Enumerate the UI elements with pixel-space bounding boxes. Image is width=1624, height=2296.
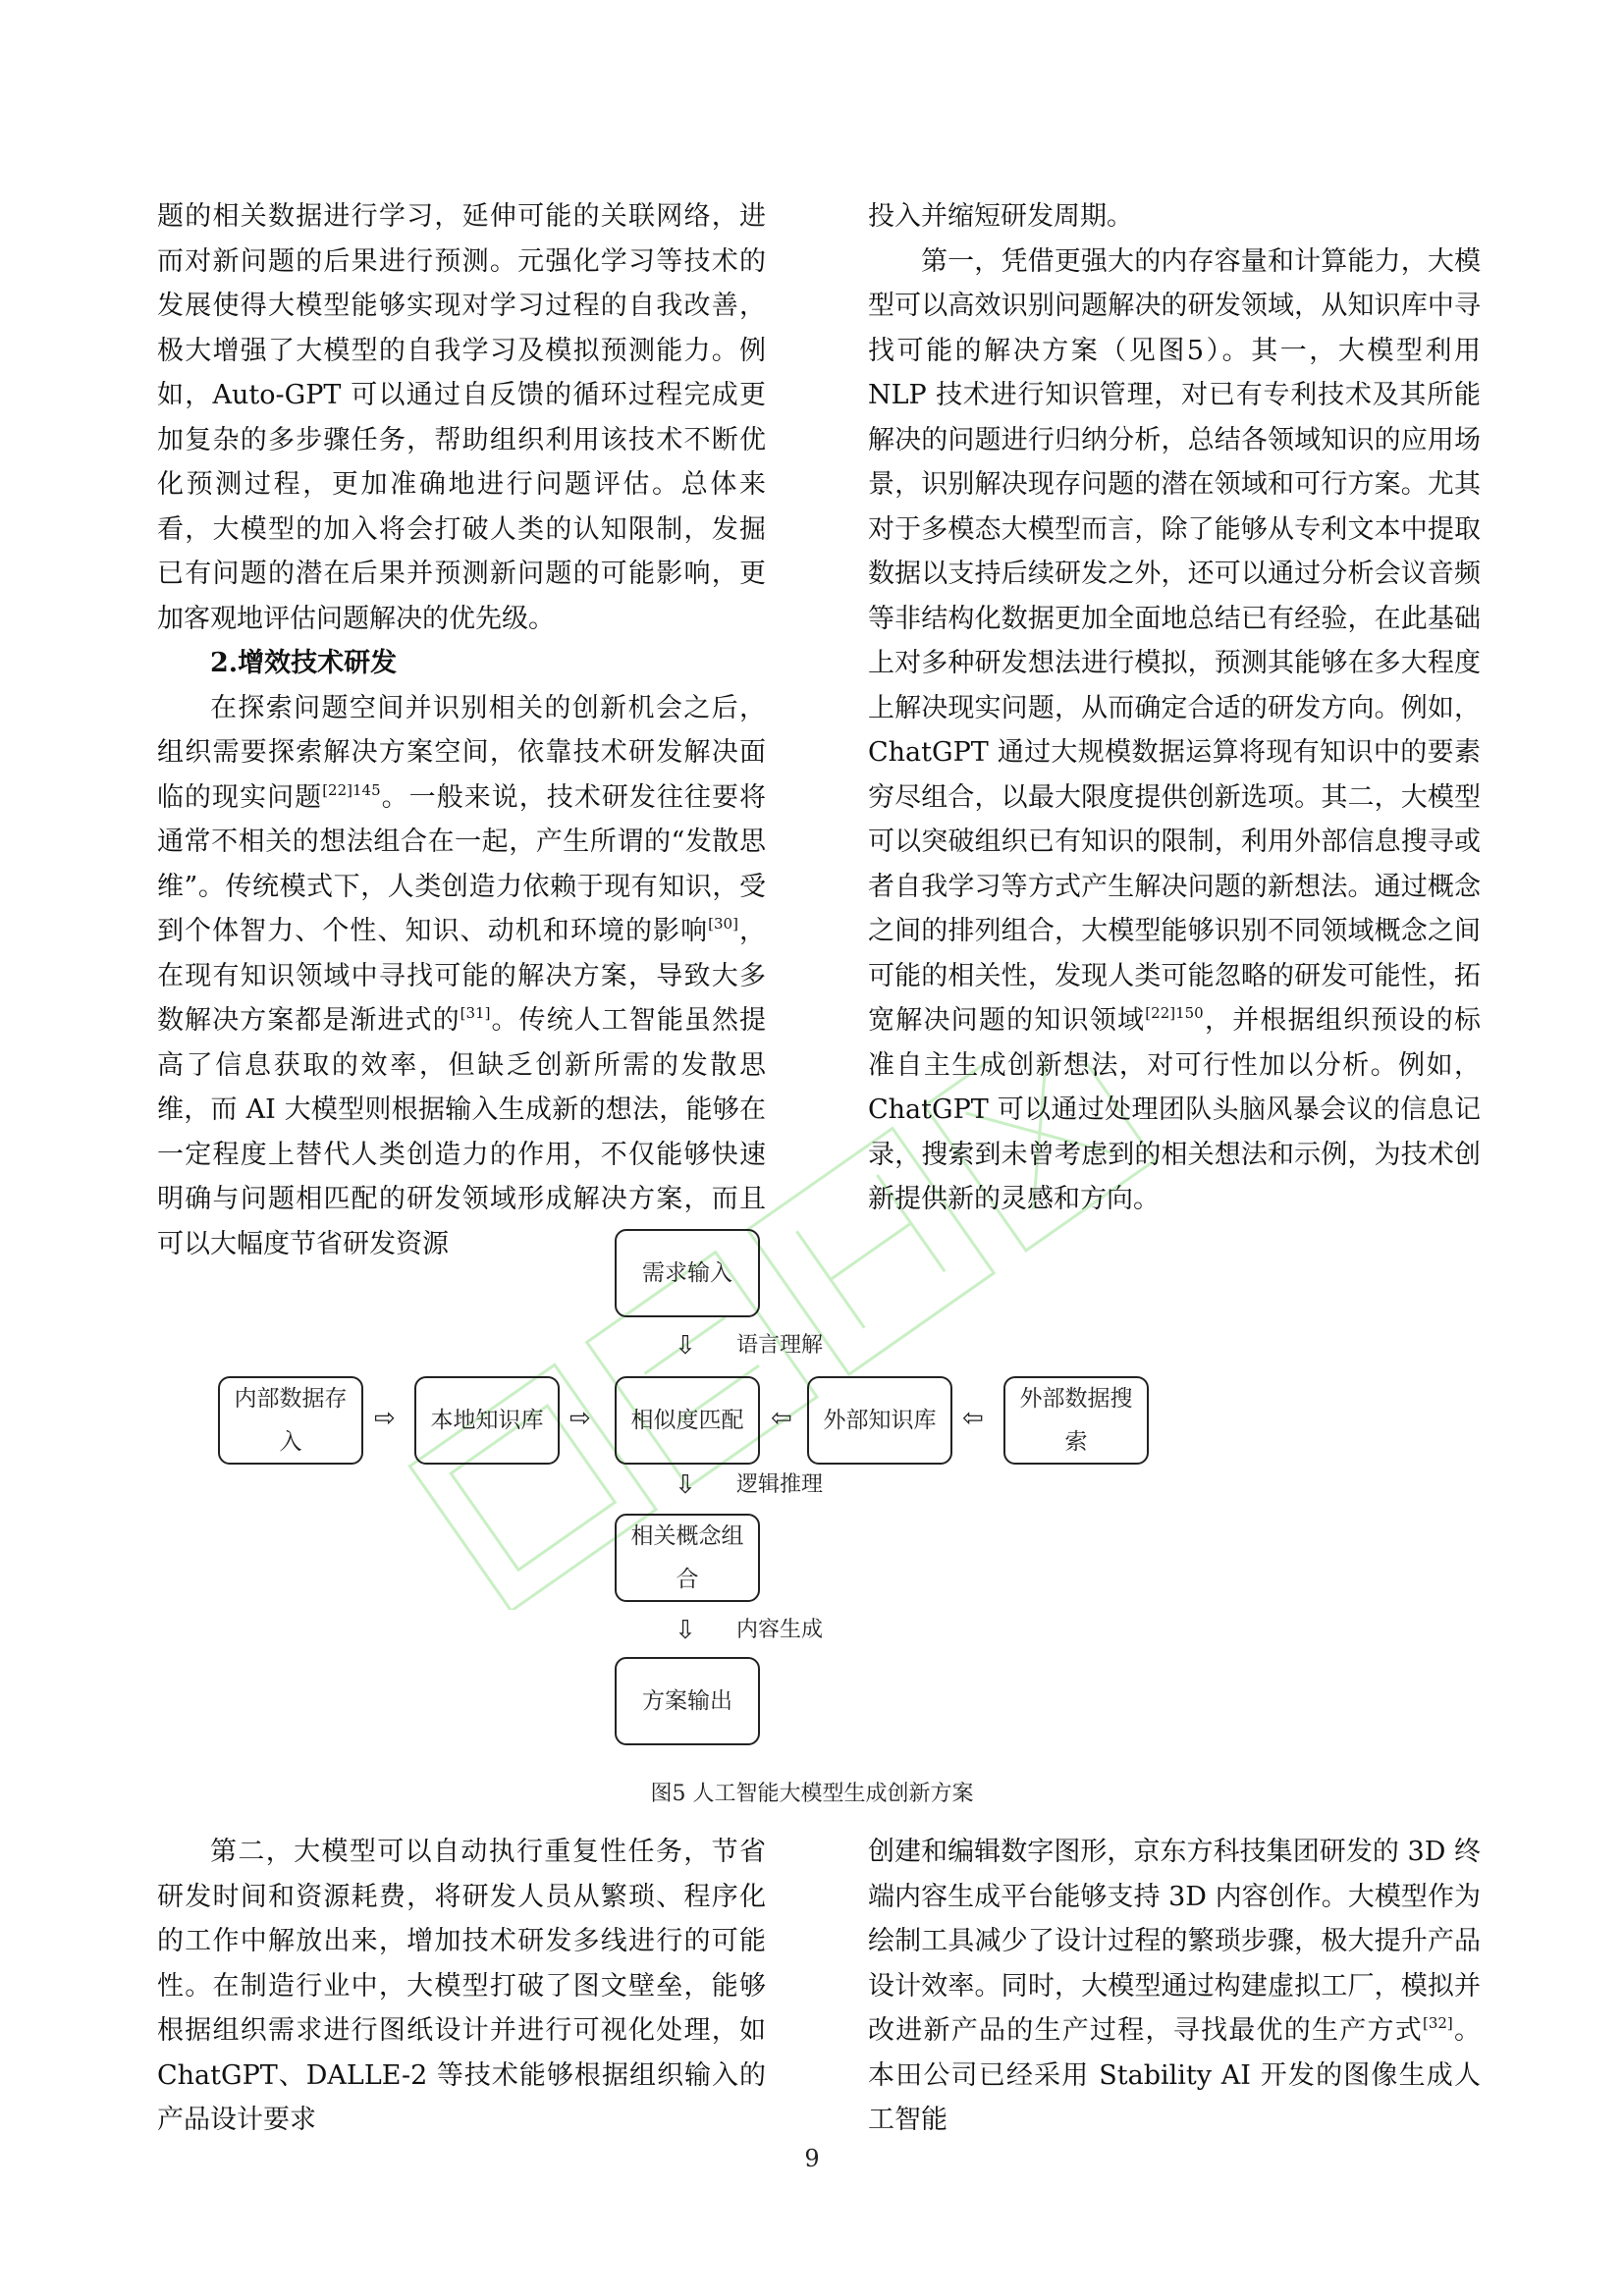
- box-similarity-match: 相似度匹配: [615, 1376, 760, 1465]
- text: ，在现有知识领域中寻找可能的解决方案，导致大多数解决方案都是渐进式的: [157, 916, 767, 1036]
- box-local-kb: 本地知识库: [414, 1376, 560, 1465]
- right-arrow-icon: ⇨: [569, 1404, 591, 1433]
- box-external-kb: 外部知识库: [807, 1376, 952, 1465]
- box-external-search: 外部数据搜索: [1003, 1376, 1149, 1465]
- text: 。本田公司已经采用 Stability AI 开发的图像生成人工智能: [868, 2015, 1482, 2135]
- down-arrow-icon: ⇩: [675, 1616, 696, 1645]
- paragraph: 题的相关数据进行学习，延伸可能的关联网络，进而对新问题的后果进行预测。元强化学习等技术的发展使得大模型能够实现对学习过程的自我改善，极大增强了大模型的自我学习及模拟预测能力。例如，Auto-GPT 可以通过自反馈的循环过程完成更加复杂的多步骤任务，帮助组织利用该技术不断优化预测过程，更加准确地进行问题评估。总体来看，大模型的加入将会打破人类的认知限制，发掘已有问题的潜在后果并预测新问题的可能影响，更加客观地评估问题解决的优先级。: [157, 201, 766, 634]
- text: 创建和编辑数字图形，京东方科技集团研发的 3D 终端内容生成平台能够支持 3D 内容创作。大模型作为绘制工具减少了设计过程的繁琐步骤，极大提升产品设计效率。同时，大模型通过构建虚拟工厂，模拟并改进新产品的生产过程，寻找最优的生产方式: [868, 1837, 1481, 2046]
- citation: [32]: [1422, 2014, 1453, 2032]
- paragraph: 投入并缩短研发周期。: [868, 201, 1133, 232]
- citation: [22]150: [1145, 1004, 1204, 1022]
- box-demand-input: 需求输入: [615, 1229, 760, 1317]
- right-arrow-icon: ⇨: [374, 1404, 396, 1433]
- body-column-right-bottom: [868, 1830, 1481, 2143]
- page-number: 9: [804, 2145, 820, 2172]
- section-heading: 2.增效技术研发: [210, 648, 398, 678]
- box-internal-data: 内部数据存入: [218, 1376, 363, 1465]
- text: 。传统人工智能虽然提高了信息获取的效率，但缺乏创新所需的发散思维，而 AI 大模型则根据输入生成新的想法，能够在一定程度上替代人类创造力的作用，不仅能够快速明确与问题相匹配的研发领域形成解决方案，而且可以大幅度节省研发资源: [157, 1005, 767, 1259]
- edge-label-content: 内容生成: [736, 1618, 824, 1642]
- body-column-left-bottom: [157, 1830, 766, 2143]
- text: 第一，凭借更强大的内存容量和计算能力，大模型可以高效识别问题解决的研发领域，从知识库中寻找可能的解决方案（见图5）。其一，大模型利用 NLP 技术进行知识管理，对已有专利技术及其所能解决的问题进行归纳分析，总结各领域知识的应用场景，识别解决现存问题的潜在领域和可行方案。尤其对于多模态大模型而言，除了能够从专利文本中提取数据以支持后续研发之外，还可以通过分析会议音频等非结构化数据更加全面地总结已有经验，在此基础上对多种研发想法进行模拟，预测其能够在多大程度上解决现实问题，从而确定合适的研发方向。例如，ChatGPT 通过大规模数据运算将现有知识中的要素穷尽组合，以最大限度提供创新选项。其二，大模型可以突破组织已有知识的限制，利用外部信息搜寻或者自我学习等方式产生解决问题的新想法。通过概念之间的排列组合，大模型能够识别不同领域概念之间可能的相关性，发现人类可能忽略的研发可能性，拓宽解决问题的知识领域: [868, 245, 1481, 1036]
- text: ，并根据组织预设的标准自主生成创新想法，对可行性加以分析。例如，ChatGPT 可以通过处理团队头脑风暴会议的信息记录，搜索到未曾考虑到的相关想法和示例，为技术创新提供新的灵感和方向。: [868, 1005, 1482, 1214]
- box-solution-output: 方案输出: [615, 1657, 760, 1745]
- body-column-right-top: [868, 194, 1481, 1222]
- citation: [22]145: [322, 780, 381, 799]
- text: 。一般来说，技术研发往往要将通常不相关的想法组合在一起，产生所谓的“发散思维”。传统模式下，人类创造力依赖于现有知识，受到个体智力、个性、知识、动机和环境的影响: [157, 781, 767, 946]
- edge-label-language: 语言理解: [736, 1333, 824, 1358]
- paragraph: [868, 1830, 1481, 2143]
- body-column-left-top: [157, 194, 766, 1266]
- edge-label-logic: 逻辑推理: [736, 1472, 824, 1497]
- left-arrow-icon: ⇦: [771, 1404, 792, 1433]
- citation: [31]: [460, 1004, 491, 1022]
- citation: [30]: [708, 915, 738, 933]
- box-concept-combination: 相关概念组合: [615, 1514, 760, 1602]
- paragraph: [157, 686, 766, 1267]
- figure-caption: 图5 人工智能大模型生成创新方案: [650, 1782, 974, 1806]
- down-arrow-icon: ⇩: [675, 1331, 696, 1361]
- paragraph: [868, 240, 1481, 1222]
- text: 在探索问题空间并识别相关的创新机会之后，组织需要探索解决方案空间，依靠技术研发解决面临的现实问题: [157, 692, 766, 813]
- down-arrow-icon: ⇩: [675, 1470, 696, 1500]
- paragraph: 第二，大模型可以自动执行重复性任务，节省研发时间和资源耗费，将研发人员从繁琐、程序化的工作中解放出来，增加技术研发多线进行的可能性。在制造行业中，大模型打破了图文壁垒，能够根据组织需求进行图纸设计并进行可视化处理，如 ChatGPT、DALLE-2 等技术能够根据组织输入的产品设计要求: [157, 1837, 766, 2135]
- left-arrow-icon: ⇦: [962, 1404, 984, 1433]
